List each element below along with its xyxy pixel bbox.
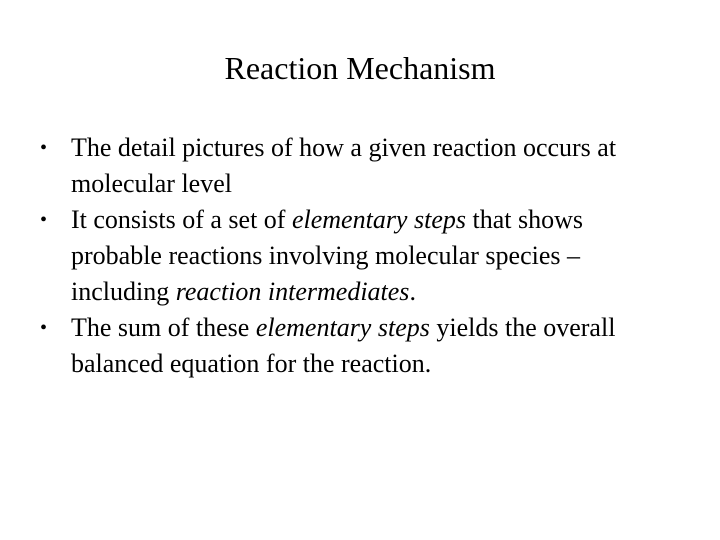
emphasis-term: elementary steps (255, 313, 430, 342)
bullet-marker: • (40, 137, 48, 159)
bullet-item (40, 130, 680, 202)
bullet-text-part: yields the overall balanced equation for the reaction. (71, 313, 616, 378)
bullet-text (71, 133, 616, 198)
bullet-text (71, 313, 615, 378)
bullet-text-part: The detail pictures of how a given reaction occurs at molecular level (71, 133, 617, 198)
emphasis-term: elementary steps (291, 205, 466, 234)
emphasis-term: reaction intermediates (175, 277, 410, 306)
bullet-list (40, 130, 680, 382)
bullet-marker: • (40, 317, 48, 339)
slide-title: Reaction Mechanism (224, 50, 496, 86)
bullet-item (40, 202, 680, 310)
bullet-text (71, 205, 583, 306)
bullet-marker: • (40, 209, 48, 231)
bullet-item (40, 310, 680, 382)
bullet-text-part: It consists of a set of (71, 205, 292, 234)
bullet-text-part: . (409, 277, 416, 306)
bullet-text-part: that shows probable reactions involving molecular species – including (71, 205, 583, 306)
bullet-text-part: The sum of these (71, 313, 256, 342)
